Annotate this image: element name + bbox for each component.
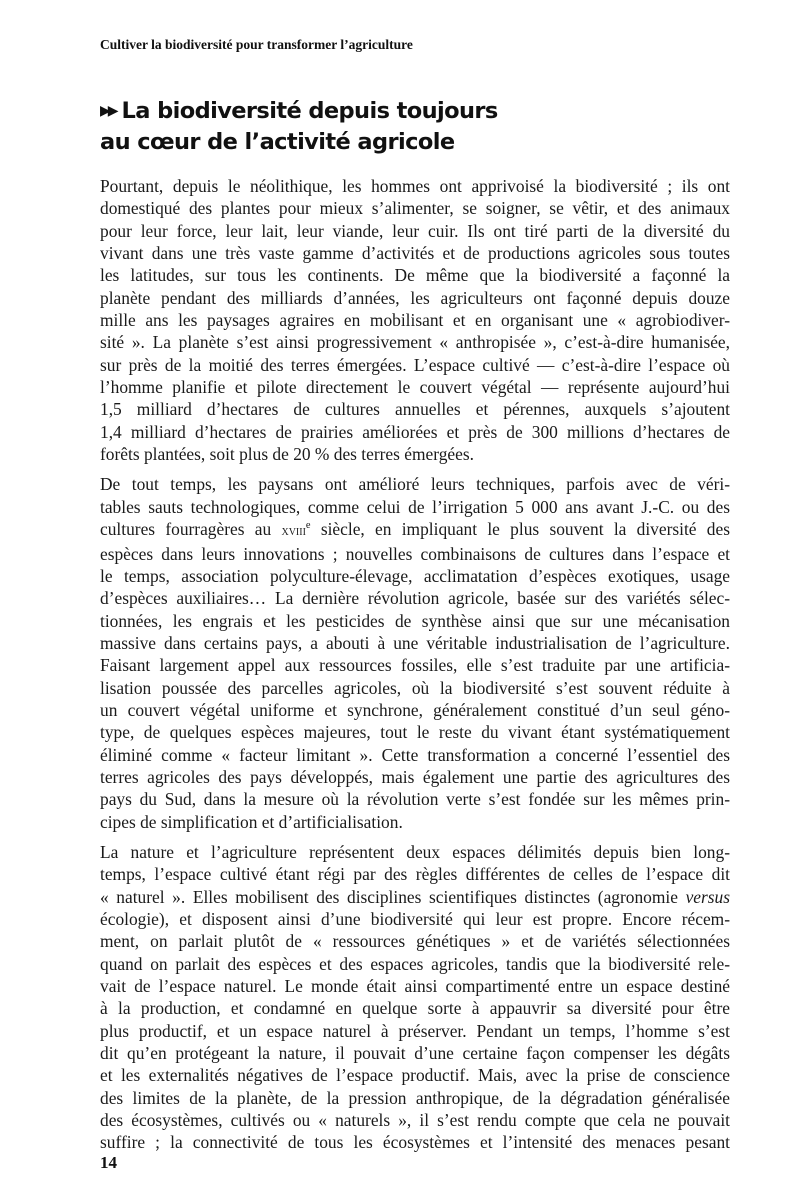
text-line: La nature et l’agriculture représentent deux espaces délimités depuis bien long- <box>100 841 730 862</box>
text-line: Pourtant, depuis le néolithique, les hommes ont apprivoisé la biodiversité ; ils ont <box>100 176 730 196</box>
double-arrow-right-icon: ▶▶ <box>100 103 116 119</box>
text-line: espèces dans leurs innovations ; nouvelles combinaisons de cultures dans l’espace et <box>100 543 730 564</box>
text-line: écologie), et disposent ainsi d’une biodiversité qui leur est propre. Encore récem- <box>100 909 730 929</box>
text-segment: « naturel ». Elles mobilisent des disciplines scientifiques distinctes (agronomie <box>100 886 686 907</box>
text-line: temps, l’espace cultivé étant régi par des règles différentes de celles de l’espace dit <box>100 864 730 885</box>
text-line: vait de l’espace naturel. Le monde était ainsi compartimenté entre un espace destiné <box>100 976 730 997</box>
text-line: mille ans les paysages agraires en mobilisant et en organisant une « agrobiodiver- <box>100 310 730 331</box>
text-line: vivant dans une très vaste gamme d’activités et de productions agricoles sous toutes <box>100 243 730 264</box>
text-line: d’espèces auxiliaires… La dernière révolution agricole, basée sur des variétés sélec- <box>100 588 730 609</box>
section-title <box>100 96 740 158</box>
text-line: type, de quelques espèces majeures, tout le reste du vivant étant systématiquement <box>100 722 730 743</box>
text-line: éliminé comme « facteur limitant ». Cette transformation a concerné l’essentiel des <box>100 744 730 765</box>
text-line: quand on parlait des espèces et des espaces agricoles, tandis que la biodiversité rele- <box>100 953 730 974</box>
text-line: domestiqué des plantes pour mieux s’alimenter, se soigner, se vêtir, et des animaux <box>100 198 730 219</box>
text-line: lisation poussée des parcelles agricoles, où la biodiversité s’est souvent réduite à <box>100 677 730 698</box>
text-line: à la production, et condamné en quelque sorte à appauvrir sa diversité pour être <box>100 998 730 1019</box>
text-segment: cultures fourragères au <box>100 519 282 540</box>
text-line: pour leur force, leur lait, leur viande, leur cuir. Ils ont tiré parti de la diversité du <box>100 220 730 241</box>
text-line: sité ». La planète s’est ainsi progressivement « anthropisée », c’est-à-dire humanisée, <box>100 332 730 353</box>
text-line: Faisant largement appel aux ressources fossiles, elle s’est traduite par une artificia- <box>100 655 730 676</box>
text-line: dit qu’en protégeant la nature, il pouvait d’une certaine façon compenser les dégâts <box>100 1043 730 1064</box>
text-line-century <box>100 518 730 542</box>
century-numeral: xviii <box>281 523 306 540</box>
text-segment: siècle, en impliquant le plus souvent la diversité des <box>310 519 730 540</box>
text-line: forêts plantées, soit plus de 20 % des terres émergées. <box>100 444 474 465</box>
text-line: les latitudes, sur tous les continents. De même que la biodiversité a façonné la <box>100 265 730 286</box>
text-line: et les externalités négatives de l’espace productif. Mais, avec la prise de conscience <box>100 1065 730 1086</box>
page-number: 14 <box>100 1153 117 1172</box>
text-line: plus productif, et un espace naturel à préserver. Pendant un temps, l’homme s’est <box>100 1020 730 1041</box>
section-title-line-1 <box>100 96 740 127</box>
paragraph-2 <box>100 473 730 833</box>
text-line: planète pendant des milliards d’années, les agriculteurs ont façonné depuis douze <box>100 287 730 308</box>
text-line: 1,4 milliard d’hectares de prairies améliorées et près de 300 millions d’hectares de <box>100 421 730 442</box>
section-title-line-2: au cœur de l’activité agricole <box>100 129 455 155</box>
text-line: ment, on parlait plutôt de « ressources génétiques » et de variétés sélectionnées <box>100 931 730 952</box>
section-title-text-1: La biodiversité depuis toujours <box>121 98 498 124</box>
text-line: un couvert végétal uniforme et synchrone, généralement constitué d’un seul géno- <box>100 699 730 720</box>
text-line: cipes de simplification et d’artificialisation. <box>100 811 403 832</box>
paragraph-3 <box>100 841 730 1154</box>
century-superscript: e <box>305 520 311 532</box>
italic-versus: versus <box>685 886 730 907</box>
text-line: l’homme planifie et pilote directement le couvert végétal — représente aujourd’hui <box>100 377 730 398</box>
text-line: pays du Sud, dans la mesure où la révolution verte s’est fondée sur les mêmes prin- <box>100 789 730 810</box>
running-head: Cultiver la biodiversité pour transformer l’agriculture <box>100 37 413 52</box>
text-line: massive dans certains pays, a abouti à une véritable industrialisation de l’agriculture. <box>100 632 730 653</box>
text-line: sur près de la moitié des terres émergées. L’espace cultivé — c’est-à-dire l’espace où <box>100 354 730 375</box>
text-line-versus <box>100 886 730 908</box>
text-line: De tout temps, les paysans ont amélioré leurs techniques, parfois avec de véri- <box>100 474 730 495</box>
text-line: terres agricoles des pays développés, mais également une partie des agricultures des <box>100 766 730 787</box>
paragraph-1 <box>100 175 730 465</box>
body-text <box>100 175 730 1162</box>
text-line: tables sauts technologiques, comme celui de l’irrigation 5 000 ans avant J.-C. ou des <box>100 496 730 517</box>
text-line: des écosystèmes, cultivés ou « naturels », il s’est rendu compte que cela ne pouvait <box>100 1110 730 1131</box>
text-line: 1,5 milliard d’hectares de cultures annuelles et pérennes, auxquels s’ajoutent <box>100 399 730 420</box>
text-line: le temps, association polyculture-élevage, acclimatation d’espèces exotiques, usage <box>100 565 730 586</box>
text-line: tionnées, les engrais et les pesticides de synthèse ainsi que sur une mécanisation <box>100 610 730 631</box>
text-line: suffire ; la connectivité de tous les écosystèmes et l’intensité des menaces pesant <box>100 1132 730 1153</box>
text-line: des limites de la planète, de la pression anthropique, de la dégradation généralisée <box>100 1087 730 1108</box>
